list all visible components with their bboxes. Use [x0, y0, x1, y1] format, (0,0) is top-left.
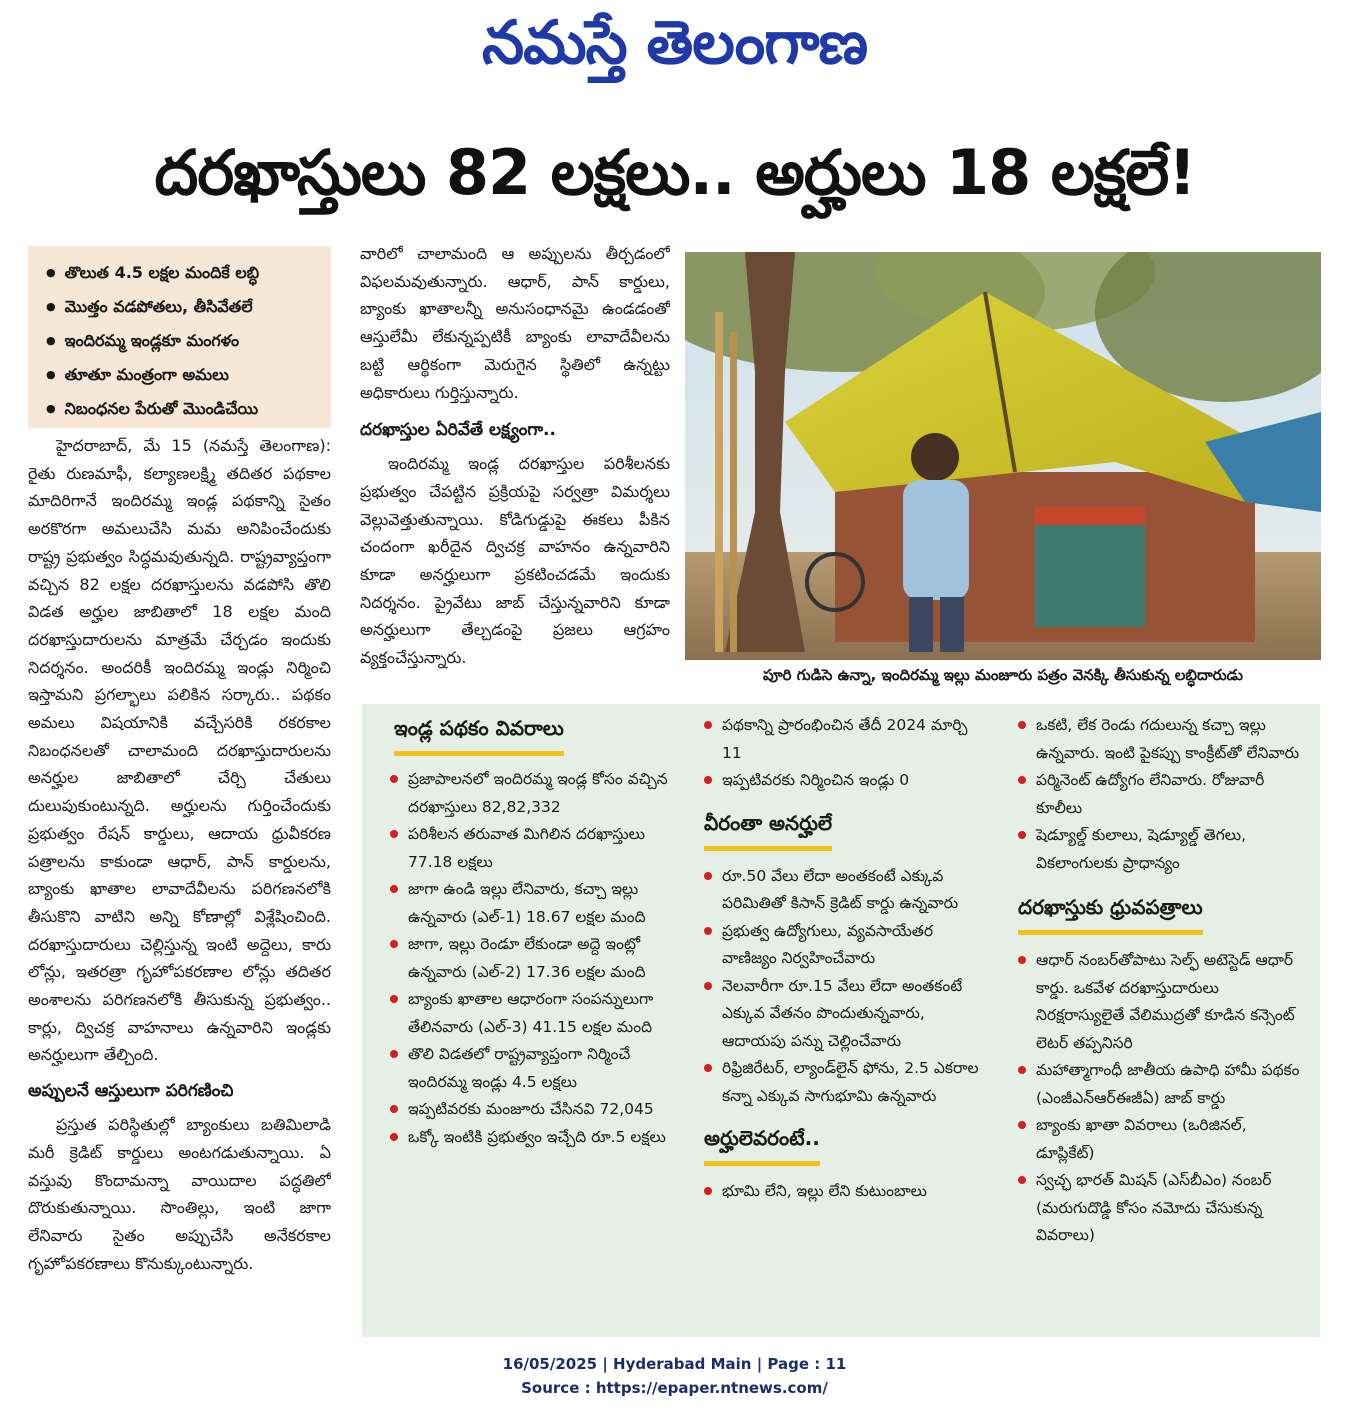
article-subheading: దరఖాస్తుల ఏరివేతే లక్ష్యంగా.. [360, 420, 556, 441]
edition-info: 16/05/2025 | Hyderabad Main | Page : 11 [502, 1355, 847, 1373]
list-item: నెలవారీగా రూ.15 వేలు లేదా అంతకంటే ఎక్కువ వేతనం పొందుతున్నవారు, ఆదాయపు పన్ను చెల్లించేవారు [698, 973, 988, 1056]
list-item: జాగా, ఇల్లు రెండూ లేకుండా అద్దె ఇంట్లో ఉన్నవారు (ఎల్-2) 17.36 లక్షల మంది [384, 931, 684, 986]
list-item: రూ.50 వేలు లేదా అంతకంటే ఎక్కువ పరిమితితో కిసాన్ క్రెడిట్ కార్డు ఉన్నవారు [698, 863, 988, 918]
section-heading: దరఖాస్తుకు ధ్రువపత్రాలు [1018, 895, 1203, 935]
ineligible-section [698, 811, 988, 1111]
list-item: ఆధార్ నంబర్‌తోపాటు సెల్ఫ్ అటెస్టెడ్ ఆధార్ కార్డు. ఒకవేళ దరఖాస్తుదారులు నిరక్షరాస్యులైతే వేలిముద్రతో కూడిన కన్సెంట్ లెటర్ తప్పనిసరి [1012, 947, 1308, 1057]
article-headline: దరఖాస్తులు 82 లక్షలు.. అర్హులు 18 లక్షలే! [154, 136, 1196, 209]
article-column-2 [360, 240, 670, 690]
highlight-item: ● మొత్తం వడపోతలు, తీసివేతలే [46, 290, 331, 324]
panel-column-right [1012, 712, 1308, 1250]
source-link[interactable]: Source : https://epaper.ntnews.com/ [521, 1379, 828, 1397]
list-item: ప్రజాపాలనలో ఇందిరమ్మ ఇండ్ల కోసం వచ్చిన దరఖాస్తులు 82,82,332 [384, 766, 684, 821]
panel-column-middle [698, 712, 988, 1206]
article-paragraph: వారిలో చాలామంది ఆ అప్పులను తీర్చడంలో విఫలమవుతున్నారు. ఆధార్, పాన్ కార్డులు, బ్యాంకు ఖాతాలన్నీ అనుసంధానమై ఉండడంతో ఆస్తులేమీ లేకున్నప్పటికీ బ్యాంకు లావాదేవీలను బట్టి ఆర్థికంగా మెరుగైన స్థితిలో ఉన్నట్టు అధికారులు గుర్తిస్తున్నారు. [360, 244, 670, 402]
photo-caption: పూరి గుడిసె ఉన్నా, ఇందిరమ్మ ఇల్లు మంజూరు పత్రం వెనక్కి తీసుకున్న లబ్ధిదారుడు [763, 666, 1243, 684]
highlights-list [28, 246, 331, 426]
list-item: జాగా ఉండి ఇల్లు లేనివారు, కచ్చా ఇల్లు ఉన్నవారు (ఎల్-1) 18.67 లక్షల మంది [384, 876, 684, 931]
section-heading: వీరంతా అనర్హులే [704, 811, 832, 851]
documents-section [1012, 895, 1308, 1250]
highlight-item: ● నిబంధనల పేరుతో మొండిచేయి [46, 392, 331, 426]
article-column-1 [28, 432, 331, 1338]
list-item: రిఫ్రిజిరేటర్, ల్యాండ్‌లైన్ ఫోను, 2.5 ఎకరాల కన్నా ఎక్కువ సాగుభూమి ఉన్నవారు [698, 1055, 988, 1110]
hut-photo-illustration [685, 252, 1321, 660]
list-item: ఇప్పటివరకు నిర్మించిన ఇండ్లు 0 [698, 767, 988, 795]
section-heading: ఇండ్ల పథకం వివరాలు [394, 716, 564, 756]
list-item: ఒక్కో ఇంటికి ప్రభుత్వం ఇచ్చేది రూ.5 లక్షలు [384, 1124, 684, 1152]
newspaper-masthead: నమస్తే తెలంగాణ [481, 8, 868, 78]
eligible-list [698, 1178, 988, 1206]
list-item: పరిశీలన తరువాత మిగిలిన దరఖాస్తులు 77.18 లక్షలు [384, 821, 684, 876]
highlight-item: ● ఇందిరమ్మ ఇండ్లకూ మంగళం [46, 324, 331, 358]
highlights-box [28, 246, 331, 428]
list-item: మహాత్మాగాంధీ జాతీయ ఉపాధి హామీ పథకం (ఎంజీఎన్‌ఆర్‌ఈజీఏ) జాబ్ కార్డు [1012, 1057, 1308, 1112]
list-item: తొలి విడతలో రాష్ట్రవ్యాప్తంగా నిర్మించే ఇందిరమ్మ ఇండ్లు 4.5 లక్షలు [384, 1041, 684, 1096]
list-item: ప్రభుత్వ ఉద్యోగులు, వ్యవసాయేతర వాణిజ్యం నిర్వహించేవారు [698, 918, 988, 973]
page-footer [0, 1352, 1349, 1400]
scheme-info-panel [362, 704, 1320, 1337]
scheme-details-list [384, 766, 684, 1151]
article-photo [685, 252, 1321, 660]
list-item: భూమి లేని, ఇల్లు లేని కుటుంబాలు [698, 1178, 988, 1206]
eligible-section [698, 1126, 988, 1206]
list-item: షెడ్యూల్డ్ కులాలు, షెడ్యూల్డ్ తెగలు, వికలాంగులకు ప్రాధాన్యం [1012, 822, 1308, 877]
list-item: పర్మినెంట్ ఉద్యోగం లేనివారు. రోజువారీ కూలీలు [1012, 767, 1308, 822]
ineligible-list [698, 863, 988, 1111]
scheme-details-list-continued [698, 712, 988, 795]
section-heading: అర్హులెవరంటే.. [704, 1126, 820, 1166]
list-item: బ్యాంకు ఖాతాల ఆధారంగా సంపన్నులుగా తేలినవారు (ఎల్-3) 41.15 లక్షల మంది [384, 986, 684, 1041]
documents-list [1012, 947, 1308, 1250]
list-item: బ్యాంకు ఖాతా వివరాలు (ఒరిజినల్, డూప్లికేట్) [1012, 1112, 1308, 1167]
list-item: స్వచ్ఛ భారత్ మిషన్ (ఎస్‌బీఎం) నంబర్ (మరుగుదొడ్డి కోసం నమోదు చేసుకున్న వివరాలు) [1012, 1167, 1308, 1250]
highlight-item: ● తొలుత 4.5 లక్షల మందికే లబ్ధి [46, 256, 331, 290]
list-item: ఒకటి, లేక రెండు గదులున్న కచ్చా ఇల్లు ఉన్నవారు. ఇంటి పైకప్పు కాంక్రీట్‌తో లేనివారు [1012, 712, 1308, 767]
article-paragraph: ప్రస్తుత పరిస్థితుల్లో బ్యాంకులు బతిమిలాడి మరీ క్రెడిట్ కార్డులు అంటగడుతున్నాయి. ఏ వస్తువు కొందామన్నా వాయిదాల పద్ధతిలో దొరుకుతున్నాయి. సొంతిల్లు, ఇంటి జాగా లేనివారు సైతం అప్పుచేసి అనేకరకాల గృహోపకరణాలు కొనుక్కుంటున్నారు. [28, 1115, 331, 1273]
article-paragraph: ఇందిరమ్మ ఇండ్ల దరఖాస్తుల పరిశీలనకు ప్రభుత్వం చేపట్టిన ప్రక్రియపై సర్వత్రా విమర్శలు వెల్లువెత్తుతున్నాయి. కోడిగుడ్డుపై ఈకలు పీకిన చందంగా ఖరీదైన ద్విచక్ర వాహనం ఉన్నవారిని కూడా అనర్హులుగా ప్రకటించడమే ఇందుకు నిదర్శనం. ప్రైవేటు జాబ్ చేస్తున్నవారిని కూడా అనర్హులుగా తేల్చడంపై ప్రజలు ఆగ్రహం వ్యక్తంచేస్తున్నారు. [360, 454, 670, 668]
eligible-list-continued [1012, 712, 1308, 877]
scheme-details-section [384, 716, 684, 1151]
list-item: ఇప్పటివరకు మంజూరు చేసినవి 72,045 [384, 1096, 684, 1124]
list-item: పథకాన్ని ప్రారంభించిన తేదీ 2024 మార్చి 11 [698, 712, 988, 767]
article-intro-paragraph: హైదరాబాద్, మే 15 (నమస్తే తెలంగాణ): రైతు రుణమాఫీ, కల్యాణలక్ష్మి తదితర పథకాల మాదిరిగానే ఇందిరమ్మ ఇండ్ల పథకాన్ని సైతం అరకొరగా అమలుచేసి మమ అనిపించేందుకు రాష్ట్ర ప్రభుత్వం సిద్ధమవుతున్నది. రాష్ట్రవ్యాప్తంగా వచ్చిన 82 లక్షల దరఖాస్తులను వడపోసి తొలి విడత అర్హుల జాబితాలో 18 లక్షల మంది దరఖాస్తుదారులను మాత్రమే చేర్చడం ఇందుకు నిదర్శనం. అందరికీ ఇందిరమ్మ ఇండ్లు నిర్మించి ఇస్తామని ప్రగల్భాలు పలికిన సర్కారు.. పథకం అమలు విషయానికి వచ్చేసరికి రకరకాల నిబంధనలతో చాలామంది దరఖాస్తుదారులను అనర్హుల జాబితాలో చేర్చి చేతులు దులుపుకుంటున్నది. అర్హులను గుర్తించేందుకు ప్రభుత్వం రేషన్ కార్డులు, ఆదాయ ధ్రువీకరణ పత్రాలను కాకుండా ఆధార్, పాన్ కార్డులను, బ్యాంకు ఖాతాల లావాదేవీలను పరిగణనలోకి తీసుకొని వాటిని అన్ని కోణాల్లో విశ్లేషించింది. దరఖాస్తుదారులు చెల్లిస్తున్న ఇంటి అద్దెలు, కారు లోన్లు, ఇతరత్రా గృహోపకరణాల లోన్లు తదితర అంశాలను పరిగణనలోకి తీసుకున్న ప్రభుత్వం.. కార్లు, ద్విచక్ర వాహనాలు ఉన్నవారిని ఇండ్లకు అనర్హులుగా తేల్చింది. [28, 436, 331, 1065]
article-subheading: అప్పులనే ఆస్తులుగా పరిగణించి [28, 1081, 234, 1102]
highlight-item: ● తూతూ మంత్రంగా అమలు [46, 358, 331, 392]
